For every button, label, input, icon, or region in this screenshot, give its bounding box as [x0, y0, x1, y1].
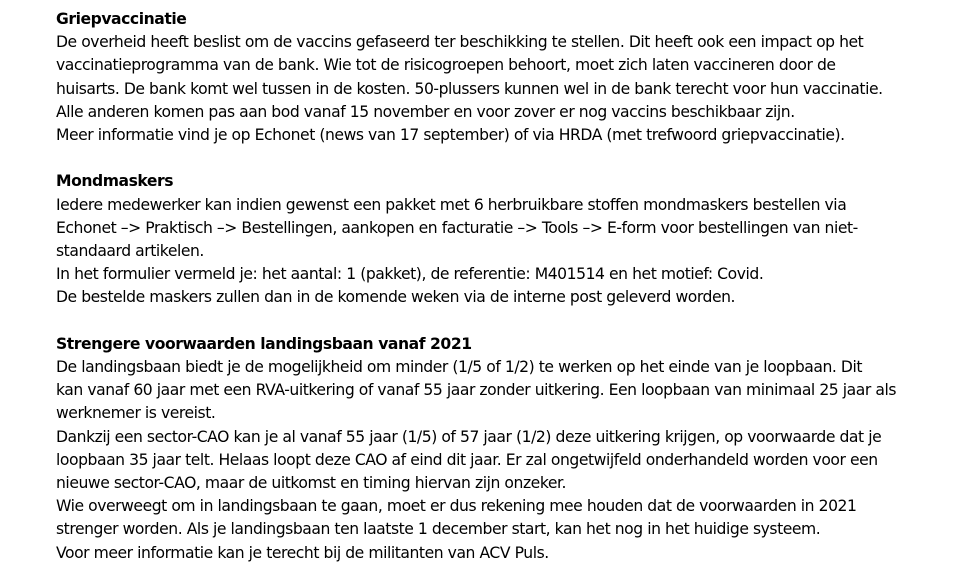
text-line: werknemer is vereist. — [56, 404, 216, 423]
document-body — [56, 8, 966, 565]
paragraph — [56, 31, 966, 101]
text-line: Iedere medewerker kan indien gewenst een pakket met 6 herbruikbare stoffen mondmaskers bestellen via — [56, 195, 847, 214]
paragraph — [56, 356, 966, 426]
text-line: Voor meer informatie kan je terecht bij de militanten van ACV Puls. — [56, 543, 549, 562]
paragraph — [56, 542, 966, 565]
text-line: Echonet –> Praktisch –> Bestellingen, aankopen en facturatie –> Tools –> E-form voor bestellingen van niet- — [56, 218, 858, 237]
text-line: kan vanaf 60 jaar met een RVA-uitkering of vanaf 55 jaar zonder uitkering. Een loopbaan van minimaal 25 jaar als — [56, 381, 896, 400]
text-line: strenger worden. Als je landingsbaan ten laatste 1 december start, kan het nog in het huidige systeem. — [56, 520, 821, 539]
text-line: In het formulier vermeld je: het aantal: 1 (pakket), de referentie: M401514 en het motief: Covid. — [56, 265, 764, 284]
text-line: De overheid heeft beslist om de vaccins gefaseerd ter beschikking te stellen. Dit heeft ook een impact op het — [56, 33, 864, 52]
text-line: nieuwe sector-CAO, maar de uitkomst en timing hiervan zijn onzeker. — [56, 474, 567, 493]
section-heading: Mondmaskers — [56, 172, 174, 191]
paragraph — [56, 101, 966, 124]
paragraph — [56, 426, 966, 496]
section-griepvaccinatie — [56, 8, 966, 147]
text-line: huisarts. De bank komt wel tussen in de kosten. 50-plussers kunnen wel in de bank terecht voor hun vaccinatie. — [56, 79, 883, 98]
paragraph — [56, 263, 966, 286]
paragraph — [56, 194, 966, 264]
text-line: Dankzij een sector-CAO kan je al vanaf 55 jaar (1/5) of 57 jaar (1/2) deze uitkering krijgen, op voorwaarde dat je — [56, 427, 882, 446]
text-line: De landingsbaan biedt je de mogelijkheid om minder (1/5 of 1/2) te werken op het einde van je loopbaan. Dit — [56, 358, 863, 377]
section-heading: Strengere voorwaarden landingsbaan vanaf 2021 — [56, 334, 472, 353]
paragraph — [56, 124, 966, 147]
text-line: Wie overweegt om in landingsbaan te gaan, moet er dus rekening mee houden dat de voorwaarden in 2021 — [56, 497, 857, 516]
text-line: vaccinatieprogramma van de bank. Wie tot de risicogroepen behoort, moet zich laten vaccineren door de — [56, 56, 836, 75]
text-line: standaard artikelen. — [56, 242, 204, 261]
section-mondmaskers — [56, 170, 966, 309]
paragraph — [56, 495, 966, 541]
section-heading: Griepvaccinatie — [56, 10, 187, 28]
paragraph — [56, 286, 966, 309]
text-line: De bestelde maskers zullen dan in de komende weken via de interne post geleverd worden. — [56, 288, 736, 307]
section-landingsbaan — [56, 333, 966, 565]
text-line: Alle anderen komen pas aan bod vanaf 15 november en voor zover er nog vaccins beschikbaar zijn. — [56, 102, 795, 121]
text-line: Meer informatie vind je op Echonet (news van 17 september) of via HRDA (met trefwoord griepvaccinatie). — [56, 126, 845, 145]
text-line: loopbaan 35 jaar telt. Helaas loopt deze CAO af eind dit jaar. Er zal ongetwijfeld onderhandeld worden voor een — [56, 450, 878, 469]
